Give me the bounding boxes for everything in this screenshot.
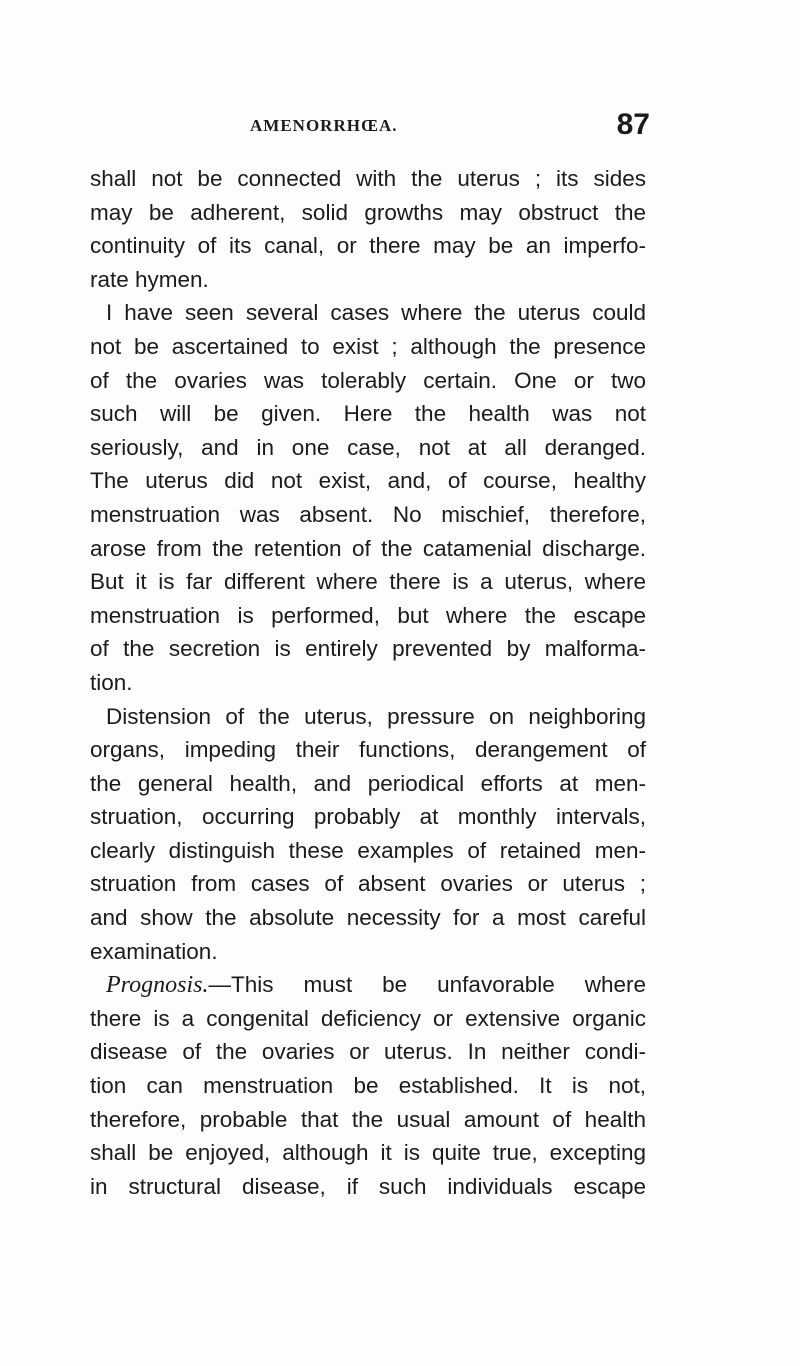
text-line: Distension of the uterus, pressure on neighboring [106, 703, 646, 729]
text-line: menstruation was absent. No mischief, therefore, [90, 501, 646, 527]
text-line: menstruation is performed, but where the escape [90, 602, 646, 628]
text-line: disease of the ovaries or uterus. In neither condi- [90, 1039, 646, 1065]
text-line: struation from cases of absent ovaries or uterus ; [90, 871, 646, 897]
text-line: may be adherent, solid growths may obstruct the [90, 199, 646, 225]
paragraph-block [90, 162, 646, 968]
text-line: struation, occurring probably at monthly intervals, [90, 804, 646, 830]
text-line: of the secretion is entirely prevented by malforma- [90, 636, 646, 662]
prognosis-first-line-text: —This must be unfavorable where [208, 972, 646, 998]
text-line: rate hymen. [90, 266, 209, 292]
text-line: examination. [90, 938, 218, 964]
text-line: the general health, and periodical efforts at men- [90, 770, 646, 796]
text-line: there is a congenital deficiency or extensive organic [90, 1005, 646, 1031]
text-line: I have seen several cases where the uterus could [106, 300, 646, 326]
text-line: The uterus did not exist, and, of course, healthy [90, 468, 646, 494]
text-line: tion. [90, 669, 133, 695]
text-line: clearly distinguish these examples of retained men- [90, 837, 646, 863]
text-line: and show the absolute necessity for a most careful [90, 905, 646, 931]
text-line: therefore, probable that the usual amount of health [90, 1106, 646, 1132]
page-number: 87 [616, 108, 650, 141]
running-title: AMENORRHŒA. [250, 116, 398, 135]
text-line: organs, impeding their functions, derangement of [90, 737, 646, 763]
prognosis-heading: Prognosis. [106, 972, 209, 999]
text-line: in structural disease, if such individuals escape [90, 1173, 646, 1199]
text-line: seriously, and in one case, not at all deranged. [90, 434, 646, 460]
text-line: tion can menstruation be established. It is not, [90, 1073, 646, 1099]
text-line: not be ascertained to exist ; although the presence [90, 333, 646, 359]
running-head [250, 108, 650, 142]
prognosis-paragraph [90, 1002, 646, 1204]
text-line: such will be given. Here the health was not [90, 401, 646, 427]
prognosis-line [90, 968, 646, 1002]
text-line: shall be enjoyed, although it is quite true, excepting [90, 1140, 646, 1166]
text-line: But it is far different where there is a uterus, where [90, 569, 646, 595]
text-line: of the ovaries was tolerably certain. One or two [90, 367, 646, 393]
text-line: arose from the retention of the catamenial discharge. [90, 535, 646, 561]
text-line: shall not be connected with the uterus ; its sides [90, 166, 646, 191]
text-line: continuity of its canal, or there may be an imperfo- [90, 233, 646, 259]
body-text [90, 162, 646, 1203]
